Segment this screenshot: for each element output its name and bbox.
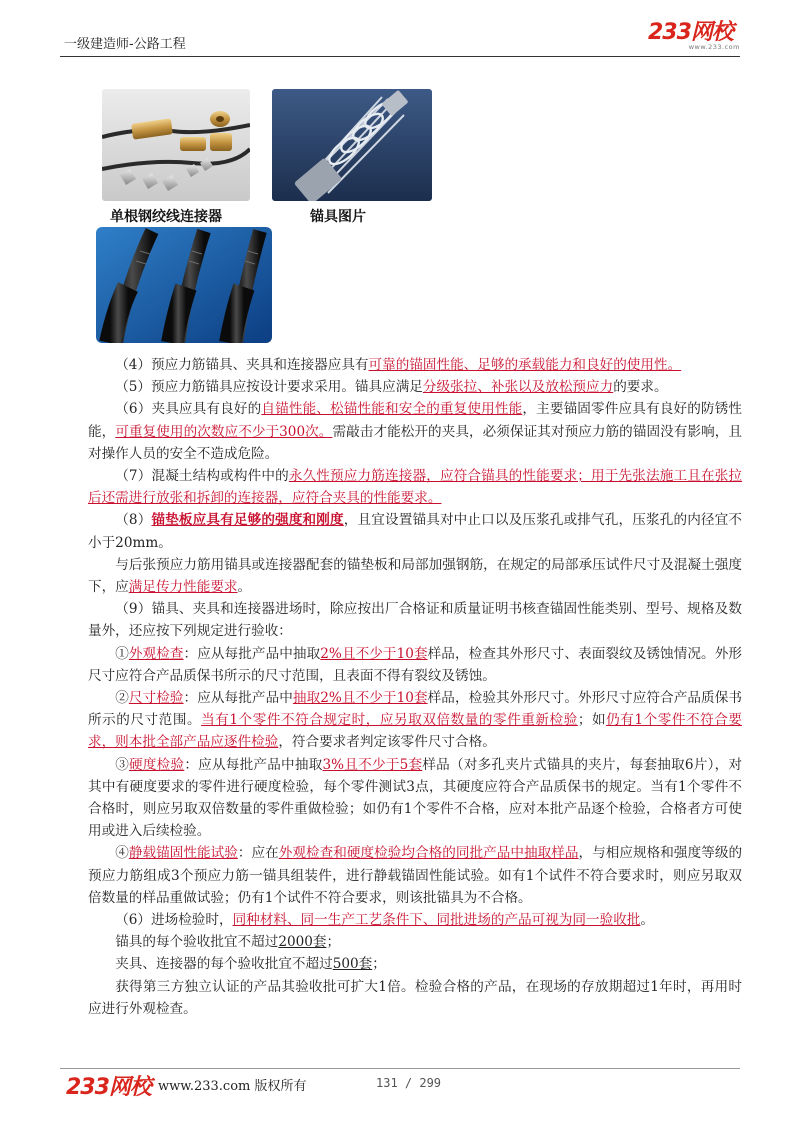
page-number: 131 / 299 — [376, 1076, 442, 1090]
caption-anchor: 锚具图片 — [310, 209, 366, 225]
footer-logo: 233网校 — [66, 1075, 151, 1100]
paragraph-6b: （6）进场检验时，同种材料、同一生产工艺条件下、同批进场的产品可视为同一验收批。 — [115, 912, 654, 929]
paragraph-7: （7）混凝土结构或构件中的永久性预应力筋连接器，应符合锚具的性能要求；用于先张法施工且在张拉后还需进行放张和拆卸的连接器，应符合夹具的性能要求。 — [88, 468, 743, 507]
check-hardness: ③硬度检验：应从每批产品中抽取3%且不少于5套样品（对多孔夹片式锚具的夹片，每套抽取6片），对其中有硬度要求的零件进行硬度检验，每个零件测试3点，其硬度应符合产品质保书的规定。当有1个零件不合格时，则应另取双倍数量的零件重做检验；如仍有1个零件不合格，应对本批产品逐个检验，合格者方可使用或进入后续检验。 — [88, 756, 743, 840]
paragraph-8: （8）锚垫板应具有足够的强度和刚度，且宜设置锚具对中止口以及压浆孔或排气孔，压浆孔的内径宜不小于20mm。 — [88, 512, 743, 551]
connector-photo — [102, 89, 250, 201]
brand-logo — [648, 22, 740, 52]
document-body — [88, 354, 742, 1020]
brand-logo-text: 233网校 — [648, 20, 733, 45]
paragraph-4: （4）预应力筋锚具、夹具和连接器应具有可靠的锚固性能、足够的承载能力和良好的使用性。 — [115, 357, 682, 373]
batch-third-party: 获得第三方独立认证的产品其验收批可扩大1倍。检验合格的产品，在现场的存放期超过1年时，再用时应进行外观检查。 — [88, 978, 742, 1017]
footer-copyright: www.233.com 版权所有 — [158, 1079, 307, 1094]
header-title: 一级建造师-公路工程 — [64, 37, 186, 52]
check-static-load: ④静载锚固性能试验：应在外观检查和硬度检验均合格的同批产品中抽取样品，与相应规格和强度等级的预应力筋组成3个预应力筋一锚具组装件，进行静载锚固性能试验。如有1个试件不符合要求时，则应另取双倍数量的样品重做试验；仍有1个试件不符合要求，则该批锚具为不合格。 — [88, 845, 743, 906]
header-divider — [60, 56, 740, 57]
batch-limit-anchor: 锚具的每个验收批宜不超过2000套； — [115, 934, 341, 951]
paragraph-9: （9）锚具、夹具和连接器进场时，除应按出厂合格证和质量证明书核查锚固性能类别、型号、规格及数量外，还应按下列规定进行验收： — [88, 601, 742, 640]
check-appearance: ①外观检查：应从每批产品中抽取2%且不少于10套样品，检查其外形尺寸、表面裂纹及锈蚀情况。外形尺寸应符合产品质保书所示的尺寸范围，且表面不得有裂纹及锈蚀。 — [88, 645, 742, 684]
check-dimension: ②尺寸检验：应从每批产品中抽取2%且不少于10套样品，检验其外形尺寸。外形尺寸应符合产品质保书所示的尺寸范围。当有1个零件不符合规定时，应另取双倍数量的零件重新检验；如仍有1个零件不符合要求，则本批全部产品应逐件检验，符合要求者判定该零件尺寸合格。 — [88, 690, 743, 751]
paragraph-8-extra: 与后张预应力筋用锚具或连接器配套的锚垫板和局部加强钢筋，在规定的局部承压试件尺寸及混凝土强度下，应满足传力性能要求。 — [88, 556, 742, 596]
footer-divider — [60, 1068, 740, 1069]
paragraph-5: （5）预应力筋锚具应按设计要求采用。锚具应满足分级张拉、补张以及放松预应力的要求。 — [115, 379, 668, 396]
batch-limit-clamp: 夹具、连接器的每个验收批宜不超过500套； — [115, 956, 386, 973]
paragraph-6: （6）夹具应具有良好的自锚性能、松锚性能和安全的重复使用性能，主要锚固零件应具有良好的防锈性能，可重复使用的次数应不少于300次。需敲击才能松开的夹具，必须保证其对预应力筋的锚固没有影响，且对操作人员的安全不造成危险。 — [88, 401, 743, 462]
caption-connector: 单根钢绞线连接器 — [110, 209, 222, 225]
anchor-photo — [272, 89, 432, 201]
threaded-bar-photo — [96, 227, 272, 343]
brand-logo-url: www.233.com — [688, 43, 740, 51]
